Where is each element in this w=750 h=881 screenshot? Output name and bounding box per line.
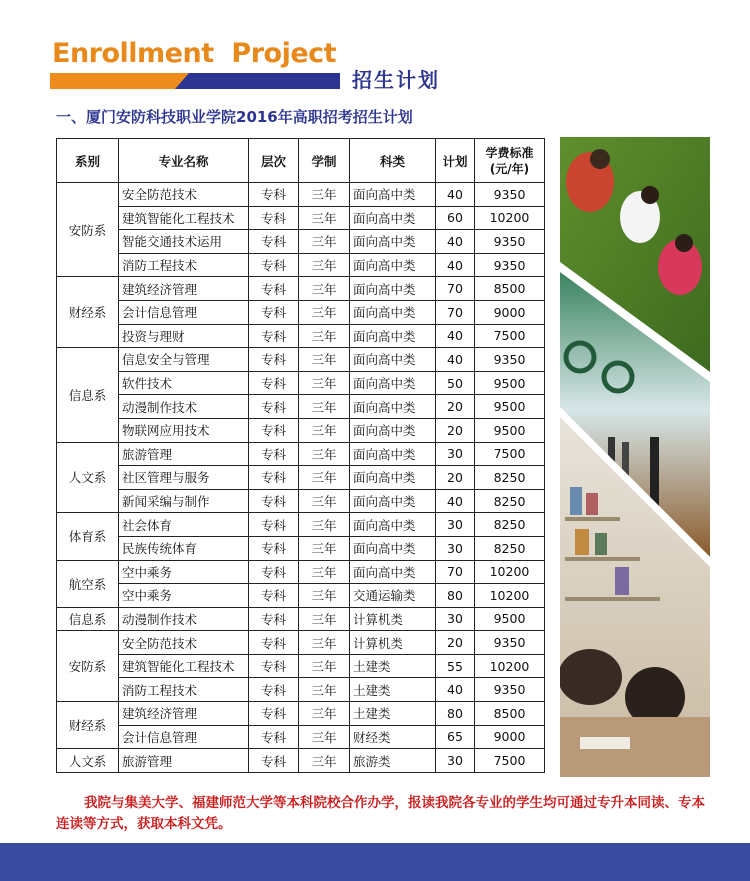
fee-cell: 10200 (475, 560, 545, 584)
major-cell: 民族传统体育 (119, 536, 249, 560)
fee-cell: 8500 (475, 702, 545, 726)
level-cell: 专科 (249, 348, 299, 372)
plan-cell: 80 (436, 702, 475, 726)
duration-cell: 三年 (299, 702, 350, 726)
table-row (57, 631, 545, 655)
level-cell: 专科 (249, 277, 299, 301)
level-cell: 专科 (249, 466, 299, 490)
plan-cell: 70 (436, 277, 475, 301)
duration-cell: 三年 (299, 183, 350, 207)
level-cell: 专科 (249, 324, 299, 348)
level-cell: 专科 (249, 371, 299, 395)
dept-cell: 人文系 (57, 442, 119, 513)
plan-cell: 20 (436, 418, 475, 442)
category-cell: 面向高中类 (350, 395, 436, 419)
category-cell: 面向高中类 (350, 418, 436, 442)
table-row (57, 584, 545, 608)
dept-cell: 体育系 (57, 513, 119, 560)
table-row (57, 489, 545, 513)
level-cell: 专科 (249, 702, 299, 726)
plan-cell: 30 (436, 607, 475, 631)
level-cell: 专科 (249, 513, 299, 537)
table-body (57, 183, 545, 773)
major-cell: 建筑智能化工程技术 (119, 206, 249, 230)
table-row (57, 183, 545, 207)
table-row (57, 466, 545, 490)
cooperation-note: 我院与集美大学、福建师范大学等本科院校合作办学，报读我院各专业的学生均可通过专升本同读、专本连读等方式，获取本科文凭。 (56, 795, 705, 832)
duration-cell: 三年 (299, 489, 350, 513)
major-cell: 消防工程技术 (119, 678, 249, 702)
fee-cell: 9350 (475, 631, 545, 655)
level-cell: 专科 (249, 183, 299, 207)
fee-cell: 8250 (475, 466, 545, 490)
campus-photo-collage (560, 137, 710, 777)
header-dept: 系别 (57, 139, 119, 183)
major-cell: 软件技术 (119, 371, 249, 395)
duration-cell: 三年 (299, 442, 350, 466)
level-cell: 专科 (249, 300, 299, 324)
header-accent-bar-orange (50, 73, 195, 89)
table-row (57, 253, 545, 277)
english-title: Enrollment Project (52, 38, 337, 69)
category-cell: 面向高中类 (350, 300, 436, 324)
duration-cell: 三年 (299, 230, 350, 254)
table-row (57, 513, 545, 537)
category-cell: 面向高中类 (350, 277, 436, 301)
level-cell: 专科 (249, 230, 299, 254)
category-cell: 计算机类 (350, 607, 436, 631)
plan-cell: 30 (436, 749, 475, 773)
category-cell: 面向高中类 (350, 466, 436, 490)
header-fee-line1: 学费标准 (485, 145, 534, 160)
fee-cell: 8250 (475, 513, 545, 537)
duration-cell: 三年 (299, 253, 350, 277)
header-category: 科类 (350, 139, 436, 183)
category-cell: 面向高中类 (350, 536, 436, 560)
table-row (57, 654, 545, 678)
table-row (57, 418, 545, 442)
duration-cell: 三年 (299, 678, 350, 702)
major-cell: 安全防范技术 (119, 183, 249, 207)
duration-cell: 三年 (299, 749, 350, 773)
category-cell: 面向高中类 (350, 371, 436, 395)
level-cell: 专科 (249, 253, 299, 277)
level-cell: 专科 (249, 489, 299, 513)
fee-cell: 7500 (475, 442, 545, 466)
level-cell: 专科 (249, 678, 299, 702)
table-row (57, 277, 545, 301)
header-accent-bar-blue (175, 73, 340, 89)
plan-cell: 40 (436, 230, 475, 254)
table-row (57, 371, 545, 395)
category-cell: 旅游类 (350, 749, 436, 773)
category-cell: 面向高中类 (350, 489, 436, 513)
header-level: 层次 (249, 139, 299, 183)
level-cell: 专科 (249, 395, 299, 419)
category-cell: 土建类 (350, 702, 436, 726)
table-row (57, 230, 545, 254)
level-cell: 专科 (249, 725, 299, 749)
major-cell: 建筑智能化工程技术 (119, 654, 249, 678)
category-cell: 面向高中类 (350, 253, 436, 277)
fee-cell: 8500 (475, 277, 545, 301)
duration-cell: 三年 (299, 654, 350, 678)
fee-cell: 9350 (475, 253, 545, 277)
major-cell: 社会体育 (119, 513, 249, 537)
table-row (57, 442, 545, 466)
major-cell: 消防工程技术 (119, 253, 249, 277)
dept-cell: 航空系 (57, 560, 119, 607)
table-row (57, 300, 545, 324)
duration-cell: 三年 (299, 277, 350, 301)
table-row (57, 702, 545, 726)
fee-cell: 9350 (475, 678, 545, 702)
duration-cell: 三年 (299, 725, 350, 749)
category-cell: 面向高中类 (350, 513, 436, 537)
fee-cell: 7500 (475, 749, 545, 773)
dept-cell: 信息系 (57, 607, 119, 631)
header-major: 专业名称 (119, 139, 249, 183)
duration-cell: 三年 (299, 300, 350, 324)
duration-cell: 三年 (299, 536, 350, 560)
fee-cell: 10200 (475, 206, 545, 230)
level-cell: 专科 (249, 631, 299, 655)
campus-photo-collage-image (560, 137, 710, 777)
table-row (57, 348, 545, 372)
fee-cell: 9350 (475, 183, 545, 207)
level-cell: 专科 (249, 654, 299, 678)
plan-cell: 40 (436, 253, 475, 277)
level-cell: 专科 (249, 206, 299, 230)
major-cell: 会计信息管理 (119, 300, 249, 324)
major-cell: 智能交通技术运用 (119, 230, 249, 254)
duration-cell: 三年 (299, 206, 350, 230)
chinese-title: 招生计划 (352, 68, 440, 92)
plan-cell: 30 (436, 513, 475, 537)
major-cell: 建筑经济管理 (119, 277, 249, 301)
major-cell: 安全防范技术 (119, 631, 249, 655)
plan-cell: 40 (436, 183, 475, 207)
category-cell: 土建类 (350, 678, 436, 702)
plan-cell: 40 (436, 348, 475, 372)
category-cell: 交通运输类 (350, 584, 436, 608)
header-duration: 学制 (299, 139, 350, 183)
level-cell: 专科 (249, 749, 299, 773)
table-header-row (57, 139, 545, 183)
plan-cell: 70 (436, 300, 475, 324)
fee-cell: 8250 (475, 536, 545, 560)
footer-bar (0, 843, 750, 881)
fee-cell: 9000 (475, 300, 545, 324)
plan-cell: 80 (436, 584, 475, 608)
table-row (57, 607, 545, 631)
plan-cell: 20 (436, 631, 475, 655)
duration-cell: 三年 (299, 513, 350, 537)
category-cell: 土建类 (350, 654, 436, 678)
major-cell: 物联网应用技术 (119, 418, 249, 442)
fee-cell: 9500 (475, 395, 545, 419)
duration-cell: 三年 (299, 631, 350, 655)
table-row (57, 560, 545, 584)
plan-cell: 40 (436, 678, 475, 702)
category-cell: 面向高中类 (350, 230, 436, 254)
fee-cell: 10200 (475, 584, 545, 608)
major-cell: 动漫制作技术 (119, 395, 249, 419)
level-cell: 专科 (249, 418, 299, 442)
category-cell: 面向高中类 (350, 206, 436, 230)
enrollment-plan-table (56, 138, 545, 773)
duration-cell: 三年 (299, 348, 350, 372)
category-cell: 面向高中类 (350, 442, 436, 466)
major-cell: 社区管理与服务 (119, 466, 249, 490)
fee-cell: 10200 (475, 654, 545, 678)
table-row (57, 725, 545, 749)
level-cell: 专科 (249, 607, 299, 631)
major-cell: 会计信息管理 (119, 725, 249, 749)
major-cell: 空中乘务 (119, 584, 249, 608)
plan-cell: 40 (436, 324, 475, 348)
category-cell: 面向高中类 (350, 183, 436, 207)
duration-cell: 三年 (299, 466, 350, 490)
header-fee-line2: (元/年) (489, 161, 530, 176)
plan-cell: 40 (436, 489, 475, 513)
duration-cell: 三年 (299, 395, 350, 419)
table-row (57, 395, 545, 419)
header-plan: 计划 (436, 139, 475, 183)
major-cell: 旅游管理 (119, 749, 249, 773)
level-cell: 专科 (249, 442, 299, 466)
dept-cell: 安防系 (57, 631, 119, 702)
category-cell: 面向高中类 (350, 560, 436, 584)
duration-cell: 三年 (299, 324, 350, 348)
table-row (57, 678, 545, 702)
dept-cell: 财经系 (57, 277, 119, 348)
plan-cell: 60 (436, 206, 475, 230)
fee-cell: 9350 (475, 230, 545, 254)
major-cell: 空中乘务 (119, 560, 249, 584)
dept-cell: 信息系 (57, 348, 119, 442)
category-cell: 面向高中类 (350, 348, 436, 372)
table-row (57, 324, 545, 348)
plan-cell: 20 (436, 466, 475, 490)
fee-cell: 7500 (475, 324, 545, 348)
major-cell: 旅游管理 (119, 442, 249, 466)
table-row (57, 206, 545, 230)
dept-cell: 人文系 (57, 749, 119, 773)
level-cell: 专科 (249, 536, 299, 560)
major-cell: 建筑经济管理 (119, 702, 249, 726)
plan-cell: 70 (436, 560, 475, 584)
duration-cell: 三年 (299, 560, 350, 584)
duration-cell: 三年 (299, 584, 350, 608)
level-cell: 专科 (249, 584, 299, 608)
plan-cell: 55 (436, 654, 475, 678)
section-title: 一、厦门安防科技职业学院2016年高职招考招生计划 (56, 108, 413, 126)
fee-cell: 9000 (475, 725, 545, 749)
fee-cell: 9350 (475, 348, 545, 372)
category-cell: 财经类 (350, 725, 436, 749)
fee-cell: 9500 (475, 607, 545, 631)
plan-cell: 30 (436, 536, 475, 560)
duration-cell: 三年 (299, 607, 350, 631)
level-cell: 专科 (249, 560, 299, 584)
major-cell: 新闻采编与制作 (119, 489, 249, 513)
fee-cell: 9500 (475, 418, 545, 442)
major-cell: 信息安全与管理 (119, 348, 249, 372)
plan-cell: 65 (436, 725, 475, 749)
plan-cell: 20 (436, 395, 475, 419)
plan-cell: 30 (436, 442, 475, 466)
major-cell: 动漫制作技术 (119, 607, 249, 631)
dept-cell: 安防系 (57, 183, 119, 277)
category-cell: 计算机类 (350, 631, 436, 655)
major-cell: 投资与理财 (119, 324, 249, 348)
table-row (57, 749, 545, 773)
duration-cell: 三年 (299, 371, 350, 395)
plan-cell: 50 (436, 371, 475, 395)
category-cell: 面向高中类 (350, 324, 436, 348)
header-fee (475, 139, 545, 183)
fee-cell: 9500 (475, 371, 545, 395)
fee-cell: 8250 (475, 489, 545, 513)
table-row (57, 536, 545, 560)
dept-cell: 财经系 (57, 702, 119, 749)
duration-cell: 三年 (299, 418, 350, 442)
